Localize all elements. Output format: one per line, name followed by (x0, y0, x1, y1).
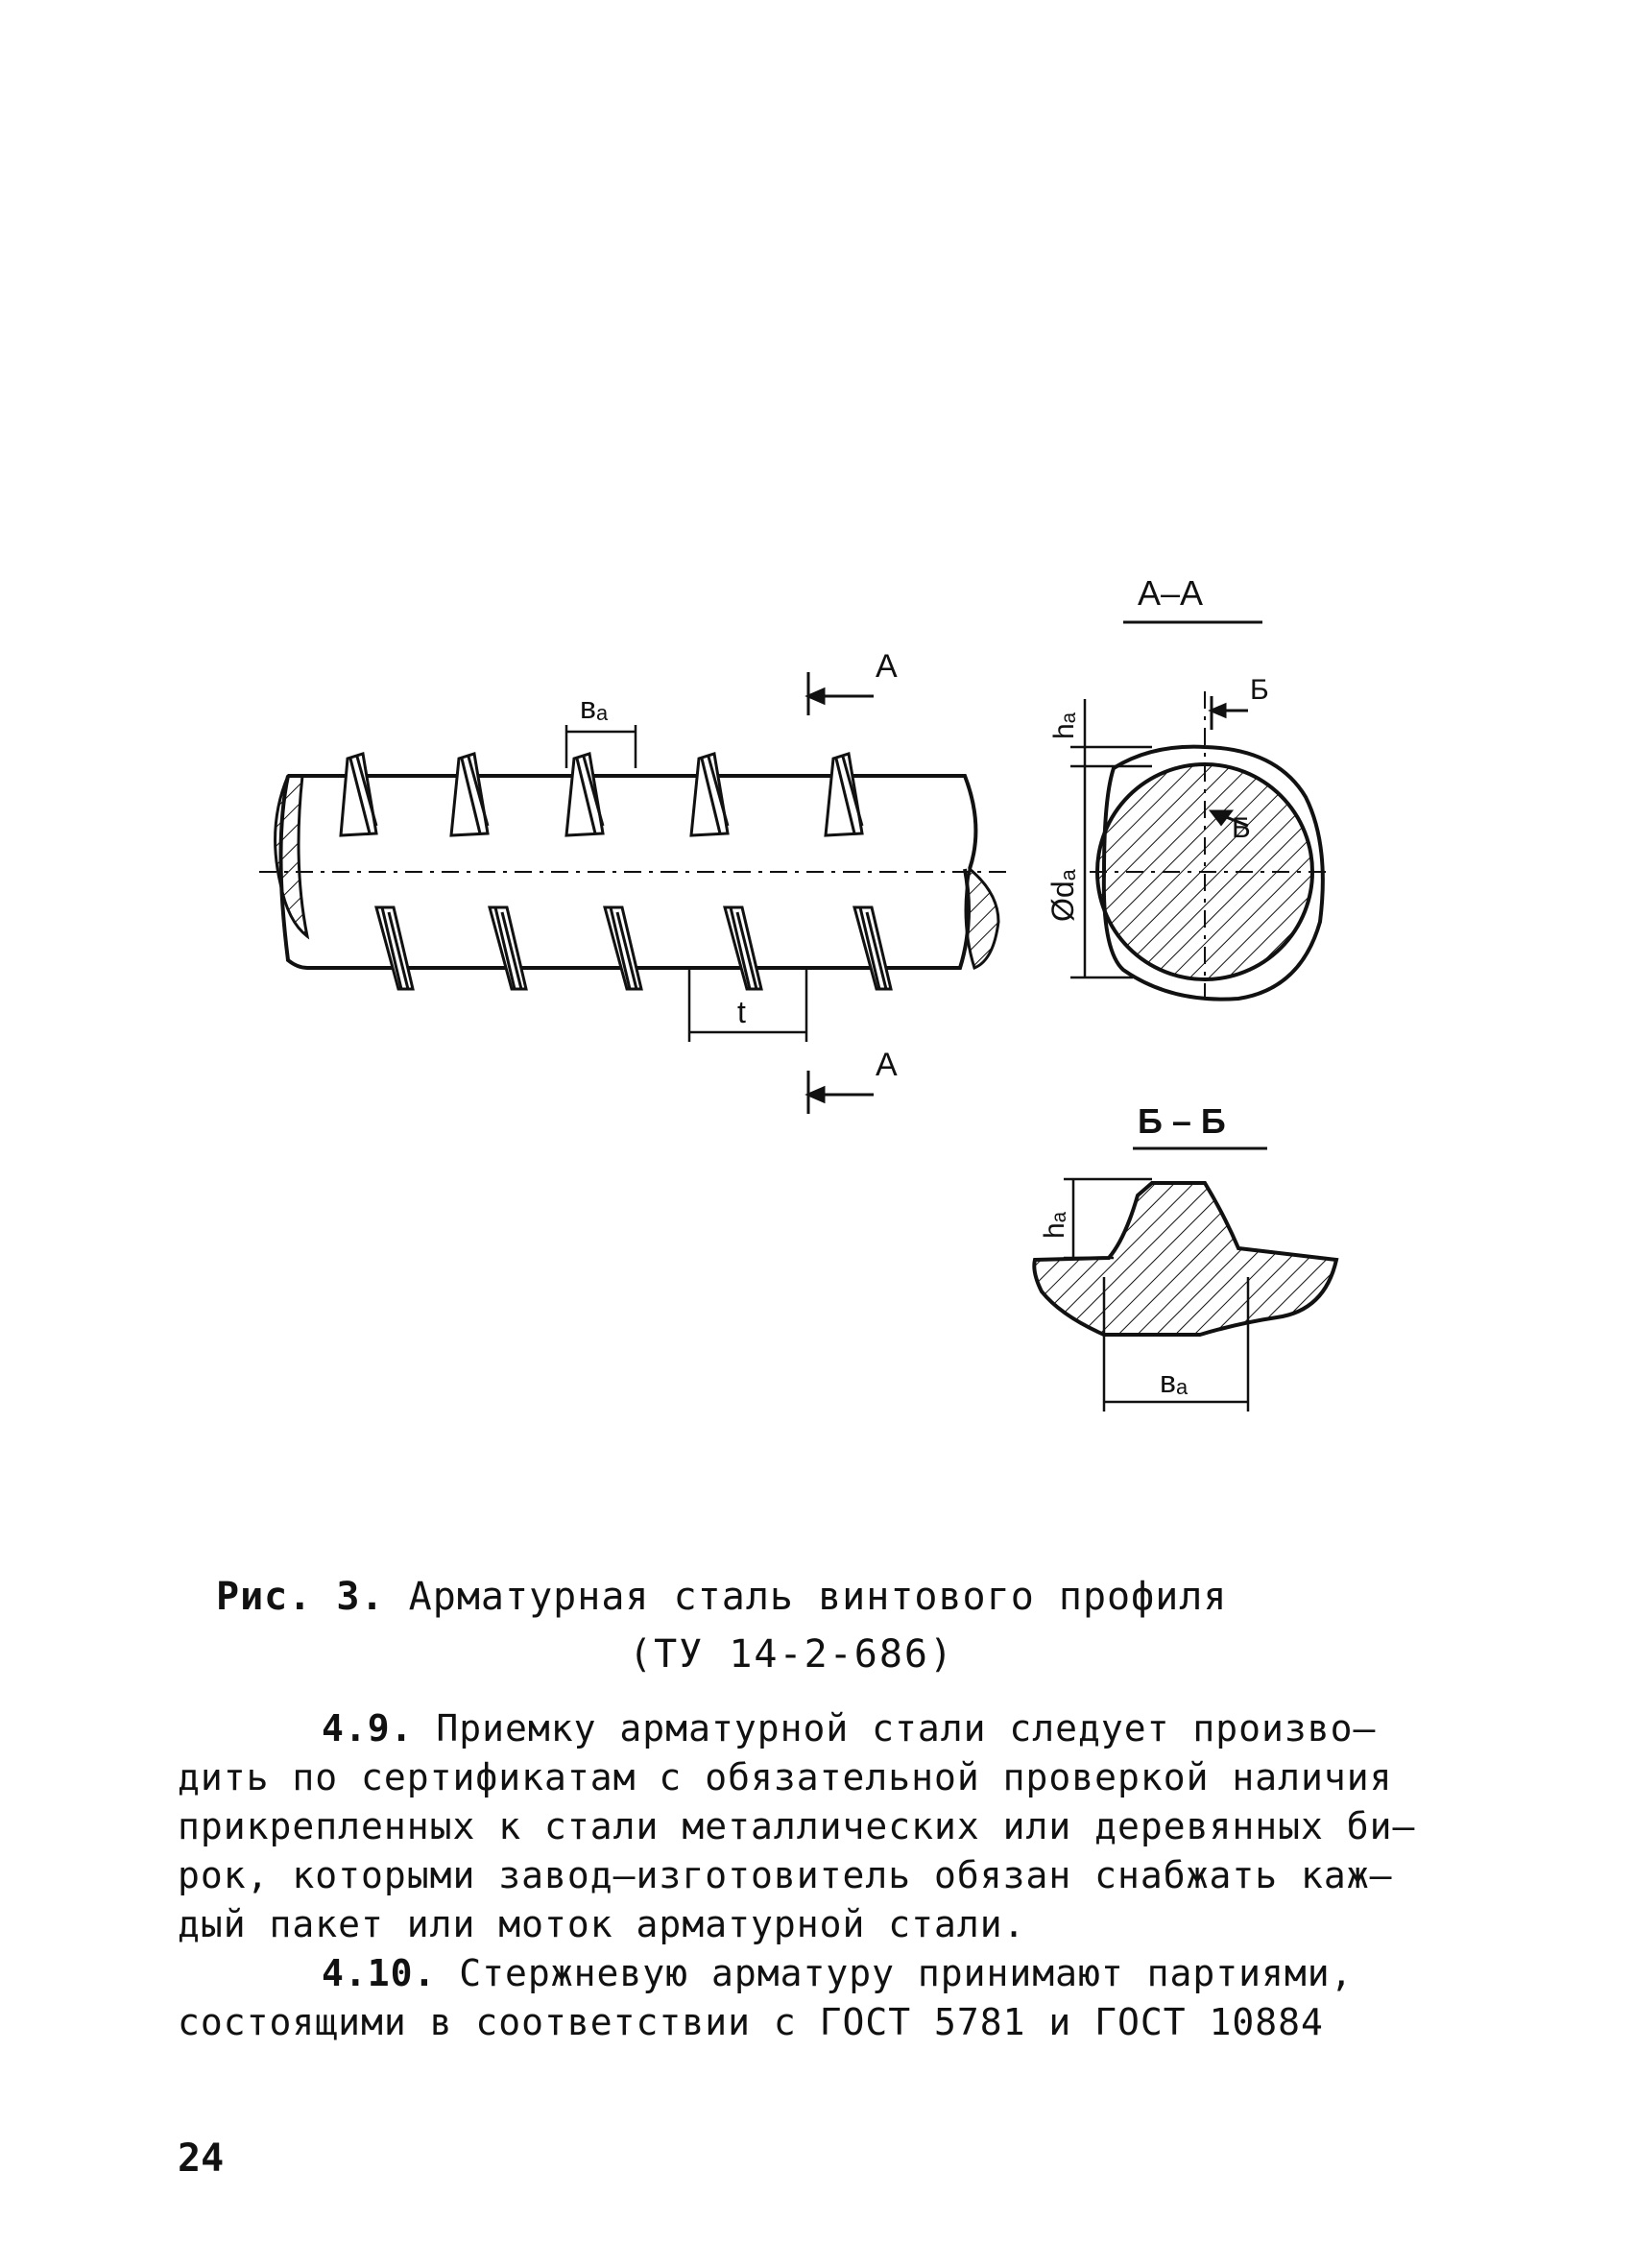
paragraph-line (178, 1949, 1445, 1998)
paragraph-line: дый пакет или моток арматурной стали. (178, 1903, 1026, 1945)
section-a-top-mark (808, 672, 874, 715)
page-number: 24 (178, 2136, 225, 2181)
paragraph-line: прикрепленных к стали металлических или деревянных би– (178, 1805, 1416, 1847)
rib-height-label: hₐ (1048, 712, 1080, 739)
bottom-ribs (376, 907, 891, 989)
figure-caption-spec: (ТУ 14-2-686) (629, 1632, 955, 1677)
figure-number: Рис. 3. (216, 1575, 385, 1619)
paragraph-text: Приемку арматурной стали следует произво– (436, 1707, 1377, 1749)
paragraph-line: состоящими в соответствии с ГОСТ 5781 и ГОСТ 10884 (178, 2001, 1324, 2043)
section-b-top-label: Б (1250, 674, 1269, 706)
pitch-label: t (737, 995, 746, 1029)
diameter-label: Ødₐ (1045, 869, 1080, 922)
section-aa-view (1090, 691, 1330, 1000)
figure-caption (216, 1575, 1227, 1619)
paragraph-4-10 (178, 1949, 1445, 2047)
rib-width-bb-label: вₐ (1160, 1364, 1188, 1399)
paragraph-line: рок, которыми завод–изготовитель обязан снабжать каж– (178, 1854, 1393, 1896)
section-a-bottom-label: А (876, 1047, 898, 1083)
paragraph-number: 4.9. (322, 1707, 414, 1749)
figure-title: Арматурная сталь винтового профиля (408, 1575, 1228, 1619)
paragraph-number: 4.10. (322, 1952, 437, 1994)
rib-height-bb-label: hₐ (1039, 1212, 1070, 1239)
paragraph-text: Стержневую арматуру принимают партиями, (459, 1952, 1354, 1994)
paragraph-4-9 (178, 1704, 1445, 1949)
rib-width-label: вₐ (580, 690, 608, 725)
paragraph-line: дить по сертификатам с обязательной проверкой наличия (178, 1756, 1393, 1798)
top-ribs (341, 754, 862, 835)
section-a-top-label: А (876, 648, 898, 685)
section-b-inner-label: Б (1232, 812, 1251, 844)
section-aa-title: А–А (1138, 573, 1204, 613)
paragraph-line (178, 1704, 1445, 1753)
section-a-bottom-mark (808, 1071, 874, 1114)
section-bb-title: Б – Б (1138, 1101, 1226, 1141)
